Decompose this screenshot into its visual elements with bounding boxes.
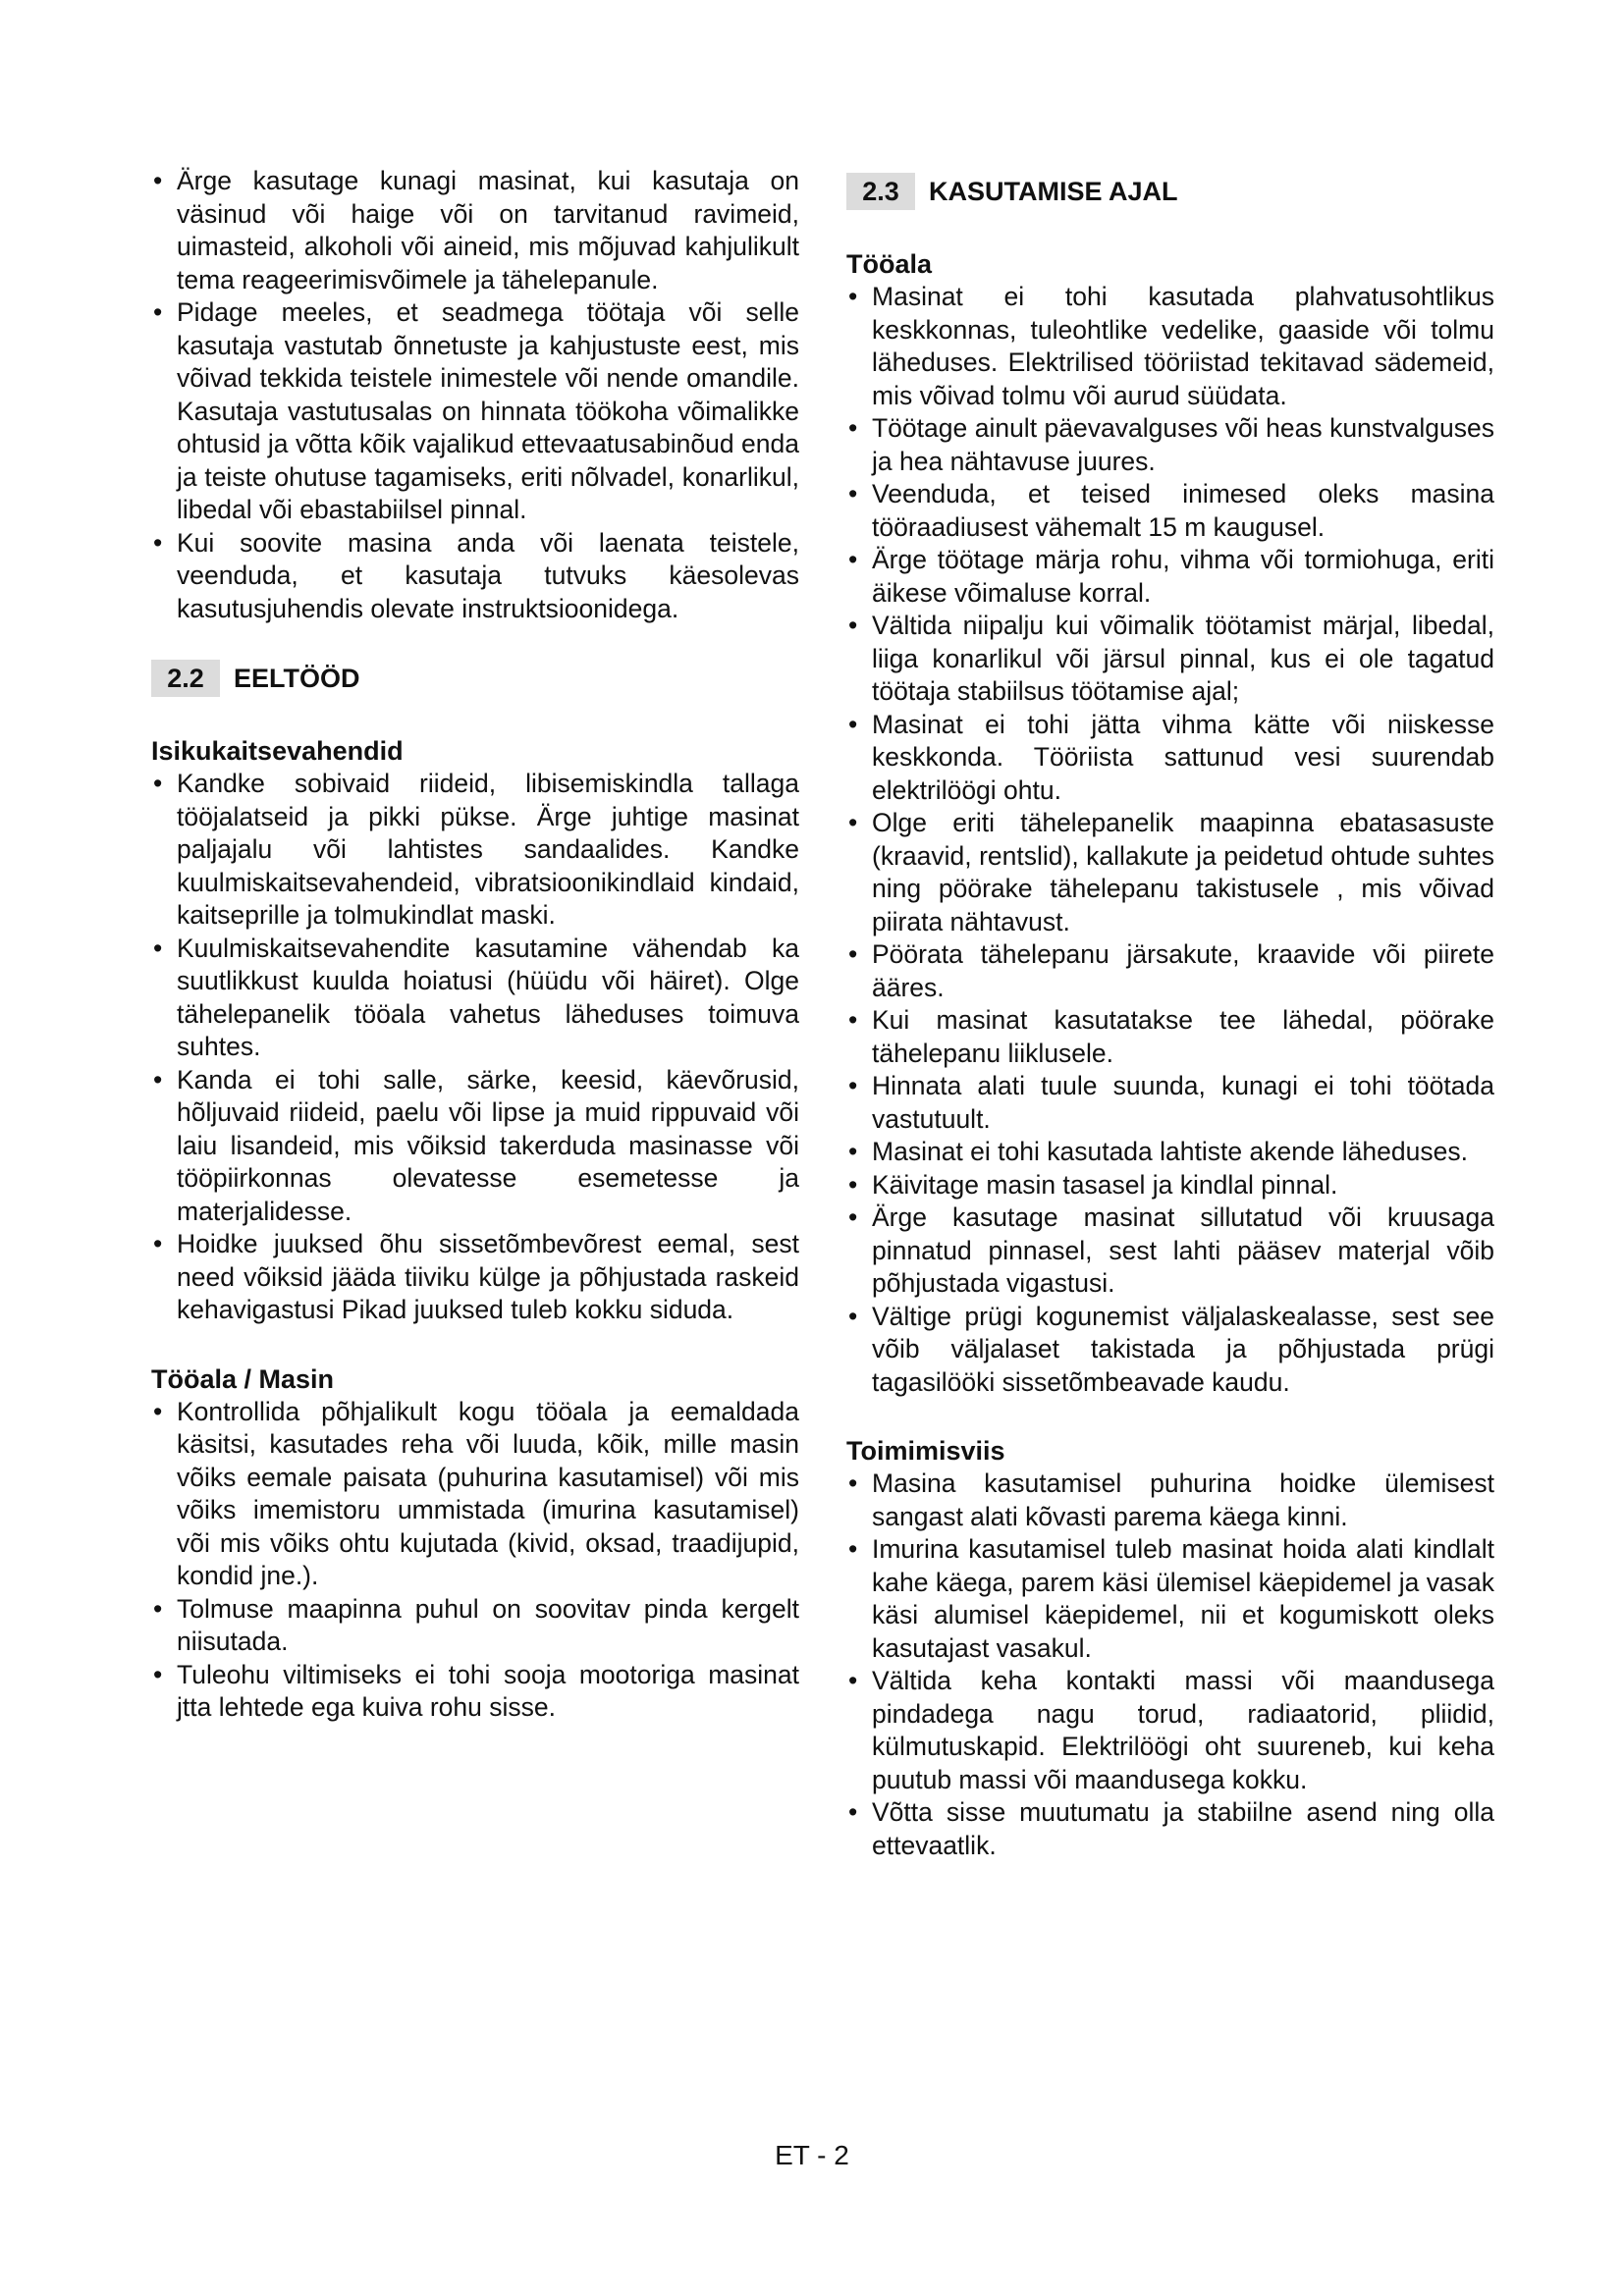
intro-bullet-list: [151, 165, 799, 625]
list-item: • Imurina kasutamisel tuleb masinat hoida alati kindlalt kahe käega, parem käsi ülemisel käepidemel ja vasak käsi alumisel käepidemel, nii et kogumiskott oleks kasutajast vasakul.: [846, 1533, 1494, 1665]
work-area-machine-heading: Tööala / Masin: [151, 1363, 335, 1394]
list-item: • Ärge kasutage masinat sillutatud või kruusaga pinnatud pinnasel, sest lahti pääsev materjal võib põhjustada vigastusi.: [846, 1201, 1494, 1301]
list-item: • Tuleohu viltimiseks ei tohi sooja mootoriga masinat jtta lehtede ega kuiva rohu sisse.: [151, 1659, 799, 1725]
section-2-3-heading: [846, 173, 1494, 210]
left-column: [151, 165, 799, 1725]
work-area-heading: Tööala: [846, 249, 933, 279]
list-item: • Kuulmiskaitsevahendite kasutamine vähendab ka suutlikkust kuulda hoiatusi (hüüdu või häiret). Olge tähelepanelik tööala vahetus läheduses toimuva suhtes.: [151, 933, 799, 1064]
procedure-heading: Toimimisviis: [846, 1436, 1005, 1466]
list-item: • Tolmuse maapinna puhul on soovitav pinda kergelt niisutada.: [151, 1593, 799, 1659]
section-number: 2.2: [151, 660, 220, 697]
ppe-heading: Isikukaitsevahendid: [151, 736, 404, 766]
list-item: • Hinnata alati tuule suunda, kunagi ei tohi töötada vastutuult.: [846, 1070, 1494, 1136]
list-item: • Kontrollida põhjalikult kogu tööala ja eemaldada käsitsi, kasutades reha või luuda, kõik, mille masin võiks eemale paisata (puhurina kasutamisel) või mis võiks imemistoru ummistada (imurina kasutamisel) või mis võiks ohtu kujutada (kivid, oksad, traadijupid, kondid jne.).: [151, 1396, 799, 1593]
list-item: • Masinat ei tohi kasutada lahtiste akende läheduses.: [846, 1136, 1494, 1169]
list-item: • Pidage meeles, et seadmega töötaja või selle kasutaja vastutab õnnetuste ja kahjustuste eest, mis võivad tekkida teistele inimestele või nende omandile. Kasutaja vastutusalas on hinnata töökoha võimalikke ohtusid ja võtta kõik vajalikud ettevaatusabinõud enda ja teiste ohutuse tagamiseks, eriti nõlvadel, konarlikul, libedal või ebastabiilsel pinnal.: [151, 296, 799, 527]
section-title: KASUTAMISE AJAL: [929, 176, 1178, 206]
list-item: • Kandke sobivaid riideid, libisemiskindla tallaga tööjalatseid ja pikki pükse. Ärge juhtige masinat paljajalu või lahtistes sandaalides. Kandke kuulmiskaitsevahendeid, vibratsioonikindlaid kindaid, kaitseprille ja tolmukindlat maski.: [151, 768, 799, 933]
list-item: • Käivitage masin tasasel ja kindlal pinnal.: [846, 1169, 1494, 1202]
list-item: • Ärge töötage märja rohu, vihma või tormiohuga, eriti äikese võimaluse korral.: [846, 544, 1494, 610]
list-item: • Vältida keha kontakti massi või maandusega pindadega nagu torud, radiaatorid, pliidid, külmutuskapid. Elektrilöögi oht suureneb, kui keha puutub massi või maandusega kokku.: [846, 1665, 1494, 1796]
list-item: • Kanda ei tohi salle, särke, keesid, käevõrusid, hõljuvaid riideid, paelu või lipse ja muid rippuvaid või laiu lisandeid, mis võiksid takerduda masinasse või tööpiirkonnas olevatesse esemetesse ja materjalidesse.: [151, 1064, 799, 1229]
list-item: • Võtta sisse muutumatu ja stabiilne asend ning olla ettevaatlik.: [846, 1796, 1494, 1862]
section-number: 2.3: [846, 173, 915, 210]
page-number: ET - 2: [775, 2140, 849, 2170]
list-item: • Vältida niipalju kui võimalik töötamist märjal, libedal, liiga konarlikul või järsul pinnal, kus ei ole tagatud töötaja stabiilsus töötamise ajal;: [846, 610, 1494, 709]
list-item: • Kui masinat kasutatakse tee lähedal, pöörake tähelepanu liiklusele.: [846, 1004, 1494, 1070]
list-item: • Ärge kasutage kunagi masinat, kui kasutaja on väsinud või haige või on tarvitanud ravimeid, uimasteid, alkoholi või aineid, mis mõjuvad kahjulikult tema reageerimisvõimele ja tähelepanule.: [151, 165, 799, 296]
list-item: • Kui soovite masina anda või laenata teistele, veenduda, et kasutaja tutvuks käesolevas kasutusjuhendis olevate instruktsioonidega.: [151, 527, 799, 626]
list-item: • Pöörata tähelepanu järsakute, kraavide või piirete ääres.: [846, 938, 1494, 1004]
list-item: • Töötage ainult päevavalguses või heas kunstvalguses ja hea nähtavuse juures.: [846, 412, 1494, 478]
right-column: [846, 165, 1494, 1862]
ppe-bullet-list: [151, 768, 799, 1327]
list-item: • Vältige prügi kogunemist väljalaskealasse, sest see võib väljalaset takistada ja põhjustada prügi tagasilööki sissetõmbeavade kaudu.: [846, 1301, 1494, 1400]
list-item: • Masinat ei tohi jätta vihma kätte või niiskesse keskkonda. Tööriista sattunud vesi suurendab elektrilöögi ohtu.: [846, 709, 1494, 808]
list-item: • Masina kasutamisel puhurina hoidke ülemisest sangast alati kõvasti parema käega kinni.: [846, 1468, 1494, 1533]
procedure-bullet-list: [846, 1468, 1494, 1862]
work-area-bullet-list: [846, 281, 1494, 1399]
list-item: • Olge eriti tähelepanelik maapinna ebatasasuste (kraavid, rentslid), kallakute ja peidetud ohtude suhtes ning pöörake tähelepanu takistusele , mis võivad piirata nähtavust.: [846, 807, 1494, 938]
section-title: EELTÖÖD: [234, 663, 360, 693]
list-item: • Hoidke juuksed õhu sissetõmbevõrest eemal, sest need võiksid jääda tiiviku külge ja põhjustada raskeid kehavigastusi Pikad juuksed tuleb kokku siduda.: [151, 1228, 799, 1327]
section-2-2-heading: [151, 660, 799, 697]
work-area-machine-bullet-list: [151, 1396, 799, 1725]
list-item: • Veenduda, et teised inimesed oleks masina tööraadiusest vähemalt 15 m kaugusel.: [846, 478, 1494, 544]
list-item: • Masinat ei tohi kasutada plahvatusohtlikus keskkonnas, tuleohtlike vedelike, gaaside või tolmu läheduses. Elektrilised tööriistad tekitavad sädemeid, mis võivad tolmu või aurud süüdata.: [846, 281, 1494, 412]
